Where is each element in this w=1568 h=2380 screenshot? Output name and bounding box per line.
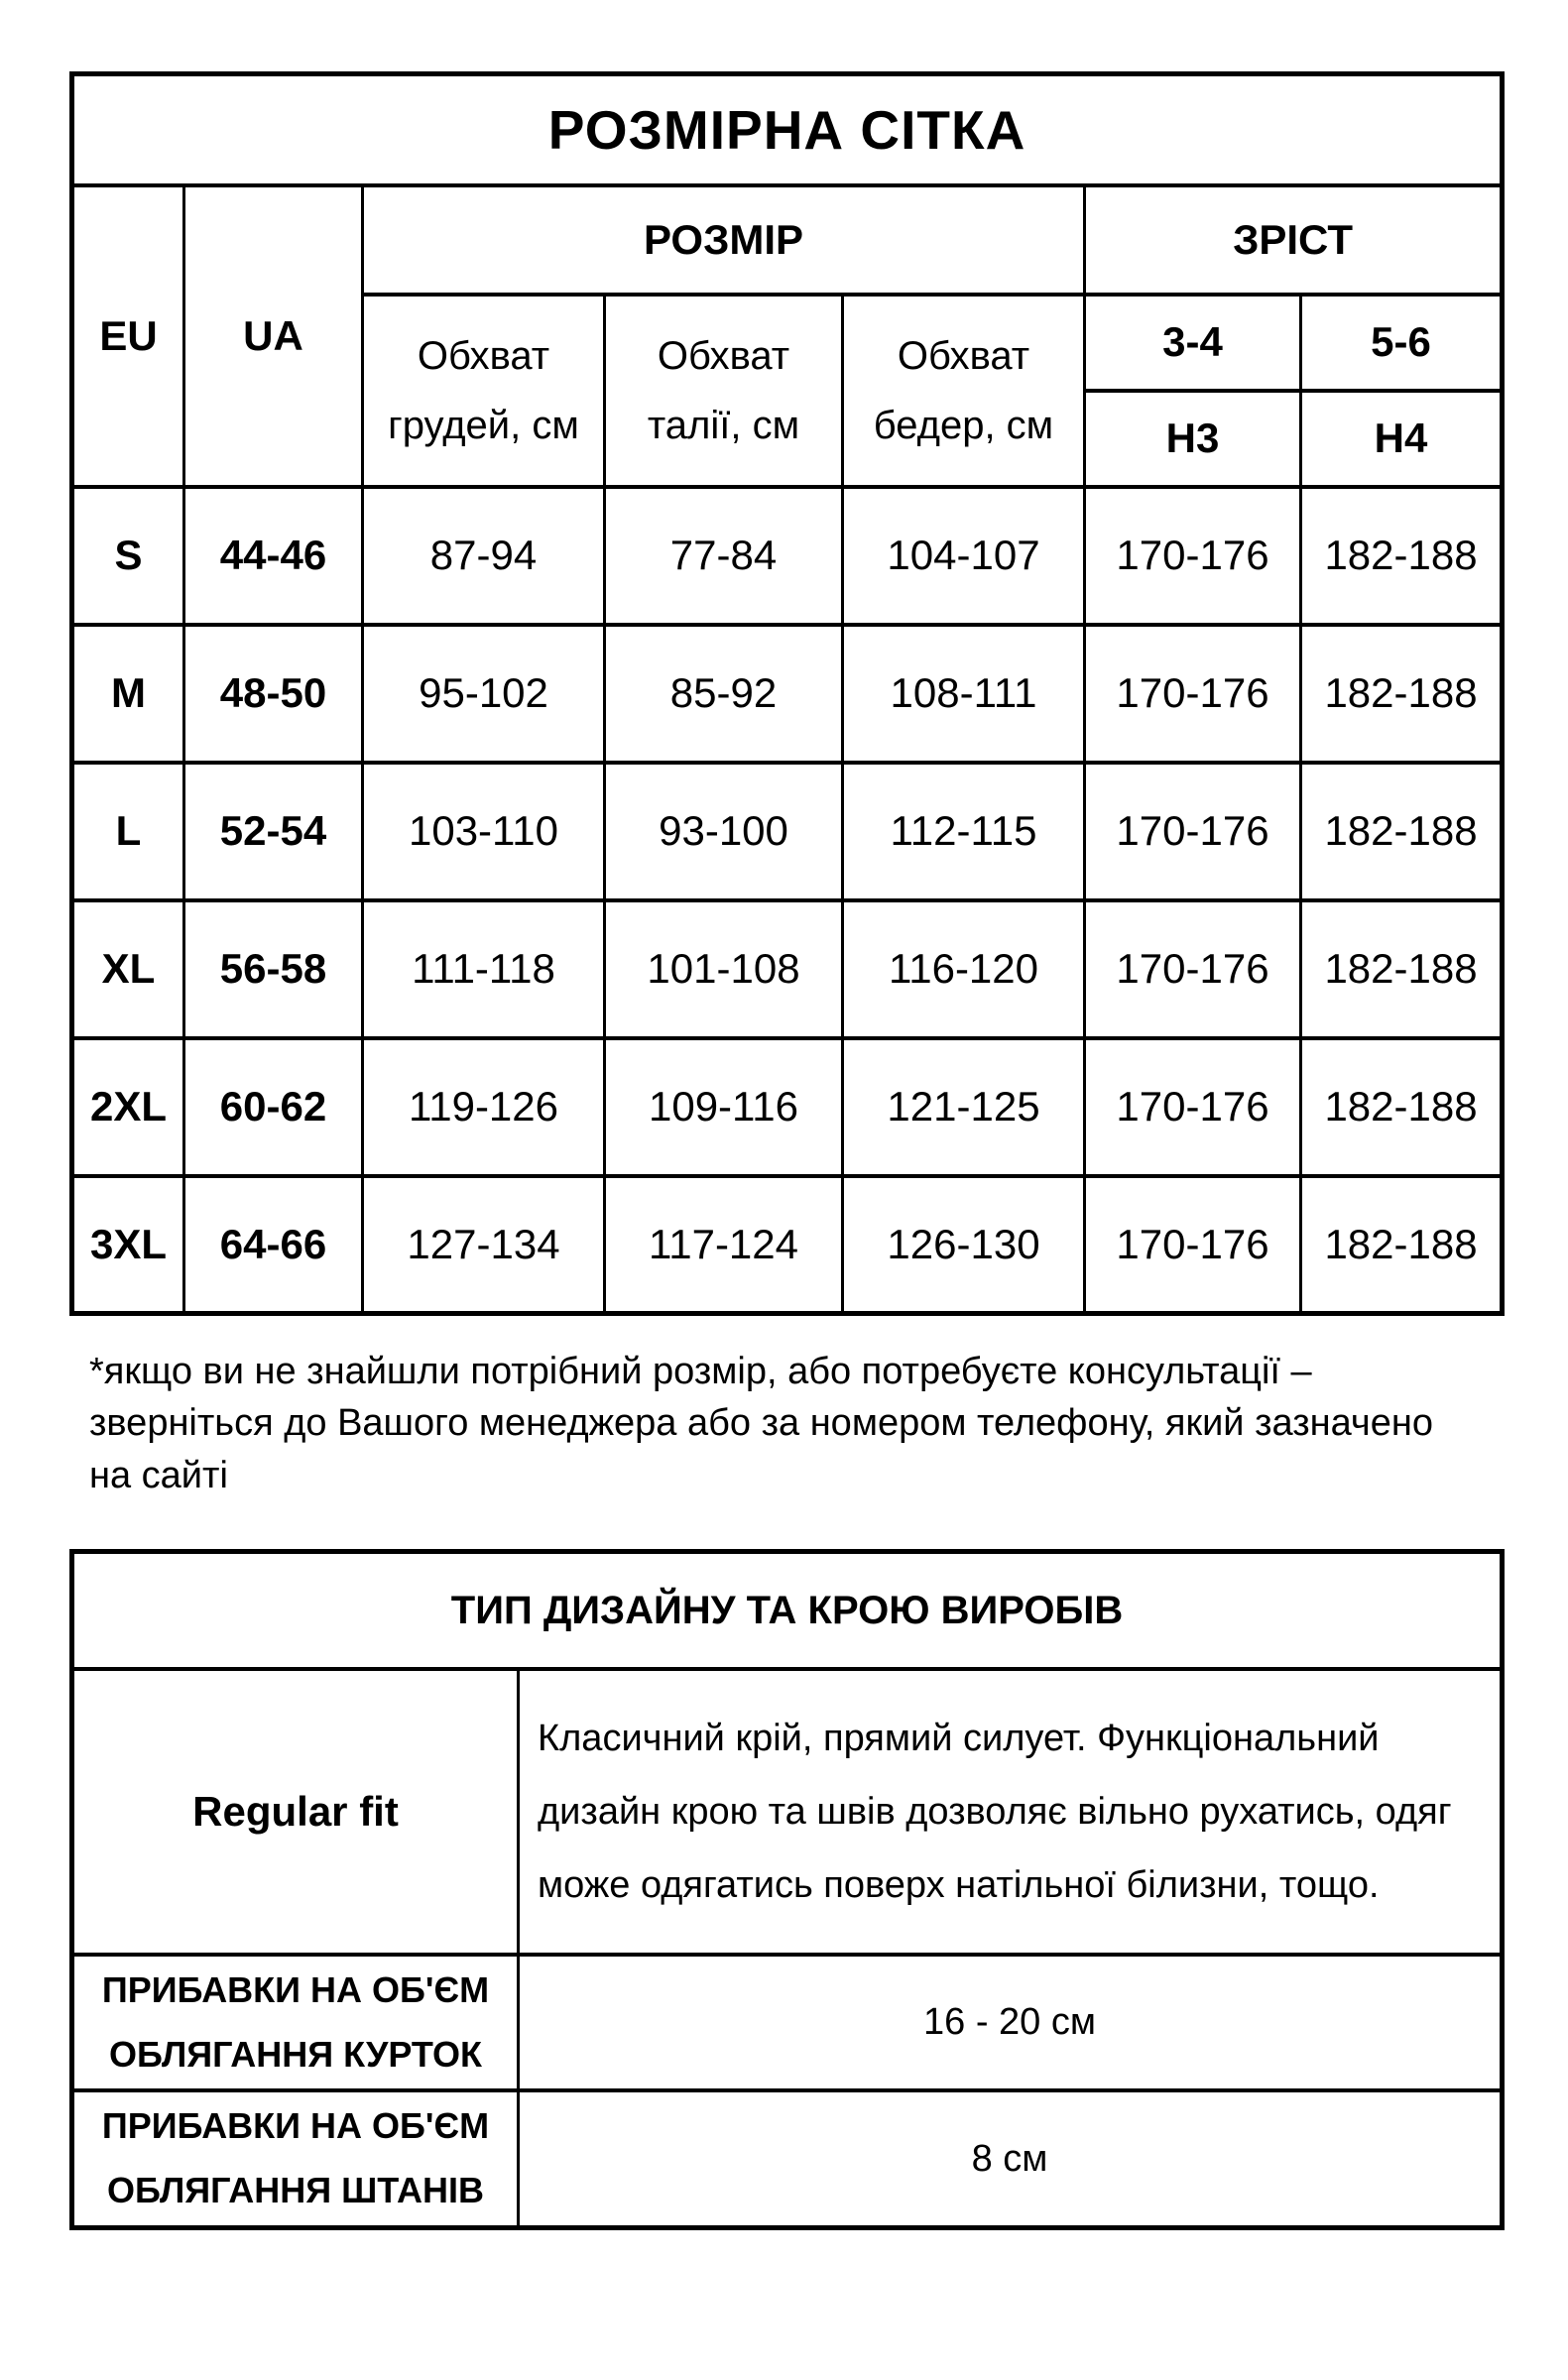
waist-range-cell: 85-92	[605, 625, 843, 763]
design-table-title: ТИП ДИЗАЙНУ ТА КРОЮ ВИРОБІВ	[72, 1552, 1503, 1669]
hips-range-cell: 108-111	[843, 625, 1085, 763]
eu-size-cell: L	[72, 763, 184, 900]
size-table-title-row	[72, 74, 1503, 185]
hips-range-cell: 104-107	[843, 487, 1085, 625]
height-56-cell: 182-188	[1301, 900, 1503, 1038]
chest-range-cell: 119-126	[363, 1038, 605, 1176]
height-34-cell: 170-176	[1085, 763, 1301, 900]
size-row-xl	[72, 900, 1503, 1038]
size-row-2xl	[72, 1038, 1503, 1176]
ua-size-cell: 56-58	[184, 900, 363, 1038]
height-34-cell: 170-176	[1085, 625, 1301, 763]
height-34-cell: 170-176	[1085, 1176, 1301, 1314]
ua-column-header: UA	[184, 185, 363, 487]
jacket-ease-value: 16 - 20 см	[519, 1955, 1503, 2091]
height-34-cell: 170-176	[1085, 1038, 1301, 1176]
chest-range-cell: 111-118	[363, 900, 605, 1038]
chest-range-cell: 87-94	[363, 487, 605, 625]
height-56-cell: 182-188	[1301, 1176, 1503, 1314]
size-row-l	[72, 763, 1503, 900]
height-56-cell: 182-188	[1301, 1038, 1503, 1176]
size-row-s	[72, 487, 1503, 625]
height-group-header: ЗРІСТ	[1085, 185, 1503, 295]
height-range-3-4-header: 3-4	[1085, 295, 1301, 391]
jacket-ease-row	[72, 1955, 1503, 2091]
height-56-cell: 182-188	[1301, 625, 1503, 763]
design-type-table	[69, 1549, 1505, 2230]
size-table-title: РОЗМІРНА СІТКА	[72, 74, 1503, 185]
jacket-ease-label: ПРИБАВКИ НА ОБ'ЄМ ОБЛЯГАННЯ КУРТОК	[72, 1955, 519, 2091]
waist-range-cell: 93-100	[605, 763, 843, 900]
chest-range-cell: 127-134	[363, 1176, 605, 1314]
ua-size-cell: 60-62	[184, 1038, 363, 1176]
ua-size-cell: 52-54	[184, 763, 363, 900]
eu-size-cell: M	[72, 625, 184, 763]
size-table	[69, 71, 1505, 1316]
waist-range-cell: 101-108	[605, 900, 843, 1038]
size-footnote: *якщо ви не знайшли потрібний розмір, або потребуєте консультації – зверніться до Вашого менеджера або за номером телефону, який зазначено на сайті	[89, 1351, 1433, 1496]
height-34-cell: 170-176	[1085, 900, 1301, 1038]
hips-range-cell: 126-130	[843, 1176, 1085, 1314]
pants-ease-value: 8 см	[519, 2090, 1503, 2227]
height-34-cell: 170-176	[1085, 487, 1301, 625]
height-code-n4-header: Н4	[1301, 391, 1503, 487]
size-table-group-header-row	[72, 185, 1503, 295]
eu-size-cell: S	[72, 487, 184, 625]
waist-range-cell: 117-124	[605, 1176, 843, 1314]
pants-ease-row	[72, 2090, 1503, 2227]
chest-range-cell: 95-102	[363, 625, 605, 763]
eu-column-header: EU	[72, 185, 184, 487]
regular-fit-label: Regular fit	[72, 1669, 519, 1955]
size-row-m	[72, 625, 1503, 763]
size-row-3xl	[72, 1176, 1503, 1314]
regular-fit-description: Класичний крій, прямий силует. Функціональний дизайн крою та швів дозволяє вільно рухатись, одяг може одягатись поверх натільної білизни, тощо.	[519, 1669, 1503, 1955]
eu-size-cell: XL	[72, 900, 184, 1038]
height-code-n3-header: Н3	[1085, 391, 1301, 487]
waist-range-cell: 77-84	[605, 487, 843, 625]
height-56-cell: 182-188	[1301, 487, 1503, 625]
size-group-header: РОЗМІР	[363, 185, 1085, 295]
eu-size-cell: 2XL	[72, 1038, 184, 1176]
waist-range-cell: 109-116	[605, 1038, 843, 1176]
hips-range-cell: 112-115	[843, 763, 1085, 900]
regular-fit-row	[72, 1669, 1503, 1955]
chest-range-cell: 103-110	[363, 763, 605, 900]
design-table-title-row	[72, 1552, 1503, 1669]
ua-size-cell: 44-46	[184, 487, 363, 625]
hips-range-cell: 121-125	[843, 1038, 1085, 1176]
waist-column-header: Обхват талії, см	[605, 295, 843, 487]
pants-ease-label: ПРИБАВКИ НА ОБ'ЄМ ОБЛЯГАННЯ ШТАНІВ	[72, 2090, 519, 2227]
chest-column-header: Обхват грудей, см	[363, 295, 605, 487]
height-range-5-6-header: 5-6	[1301, 295, 1503, 391]
height-56-cell: 182-188	[1301, 763, 1503, 900]
eu-size-cell: 3XL	[72, 1176, 184, 1314]
hips-column-header: Обхват бедер, см	[843, 295, 1085, 487]
ua-size-cell: 48-50	[184, 625, 363, 763]
ua-size-cell: 64-66	[184, 1176, 363, 1314]
hips-range-cell: 116-120	[843, 900, 1085, 1038]
